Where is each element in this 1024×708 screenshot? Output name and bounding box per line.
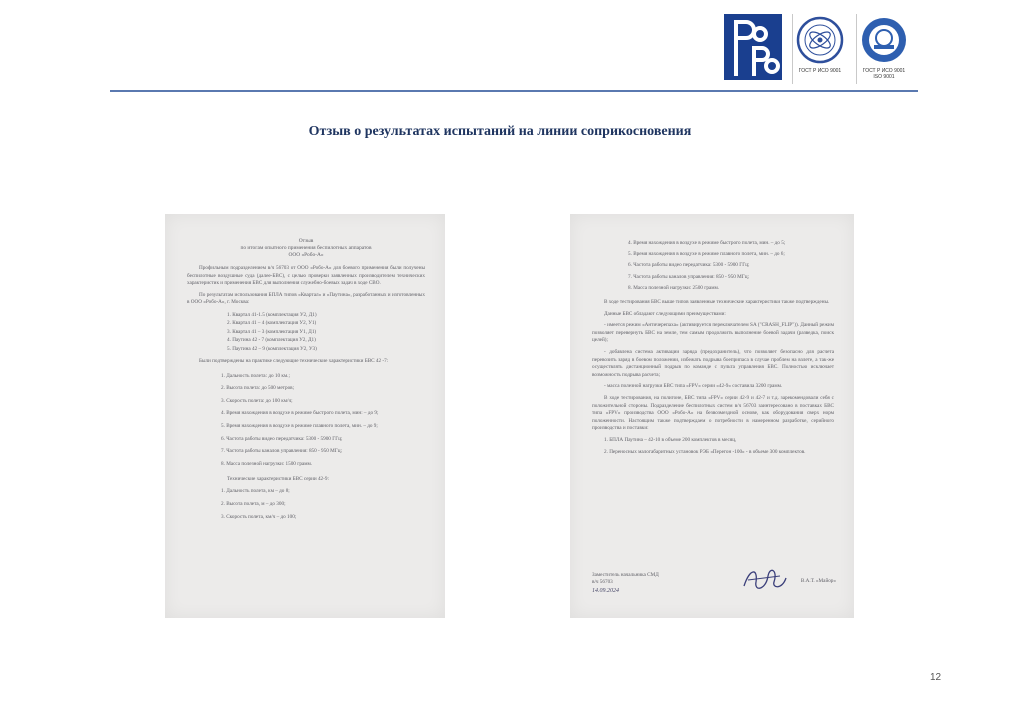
list-item: 7. Частота работы каналов управления: 850 - 950 МГц; [221,448,342,455]
list-item: 2. Высота полета: до 500 метров; [221,385,295,392]
cert1-caption: ГОСТ Р ИСО 9001 [798,68,842,74]
specs-list [187,370,425,471]
list-item: 5. Паутина 42 – 9 (комплектация У2, У3) [227,345,317,352]
doc-head-subtitle: по итогам опытного применения беспилотных аппаратов [240,245,372,251]
list-item: 7. Частота работы каналов управления: 850 - 950 МГц; [628,273,749,280]
list-item: 2. Высота полета, м – до 300; [221,500,286,507]
models-list [187,311,425,353]
list-item: 3. Скорость полета: до 100 км/ч; [221,397,293,404]
doc-head-company: ООО «Робо-А» [288,252,324,258]
signature-block [592,572,836,596]
specs-list [592,238,834,294]
paragraph: По результатам использования БПЛА типов «Квартал» и «Паутина», разработанных и изготовленных в ООО «Робо-А», г. Москва: [187,291,425,306]
signer-role: Заместитель начальника СМД [592,572,659,578]
page-number: 12 [930,672,942,683]
sign-date: 14.09.2024 [592,588,619,595]
sub-heading: Технические характеристики БВС серии 42-9: [227,476,329,483]
list-item: 5. Время нахождения в воздухе в режиме плавного полета, мин. – до 6; [628,251,785,258]
doc-header [187,238,425,259]
cert2-caption-line1: ГОСТ Р ИСО 9001 [862,68,906,74]
list-item: 2. Квартал 41 – 4 (комплектация У2, У1) [227,320,317,327]
paragraph: Были подтверждены на практике следующие технические характеристики БВС 42 -7: [199,358,389,364]
list-item: 3. Скорость полета, км/ч – до 100; [221,513,297,520]
certification-badge-1 [792,14,847,84]
certification-seal-icon [793,14,847,68]
list-item: 1. БПЛА Паутина – 42-10 в объеме 200 комплектов в месяц, [604,436,737,443]
paragraph: В ходе тестирования БВС выше типов заявленные технические характеристики также подтверждены. [604,299,830,306]
paragraph: Данные БВС обладают следующими преимуществами: [604,310,726,317]
certification-badge-2 [856,14,911,84]
list-item: 4. Паутина 42 - 7 (комплектация У2, Д1) [227,337,316,344]
list-item: 3. Квартал 41 – 3 (комплектация У1, Д1) [227,328,317,335]
robo-logo [724,14,782,80]
list-item: 8. Масса полезной нагрузки: 2500 грамм. [628,284,720,291]
paragraph: Профильным подразделением в/ч 56703 от ООО «Робо-А» для боевого применения были получены беспилотные воздушные суда (далее-БВС), с целью проверки заявленных производителем технических характеристик и применения БВС для выполнения служебно-боевых задач в ходе СВО. [187,265,425,287]
specs-list-2 [187,485,425,523]
handwritten-signature [740,564,790,594]
paragraph: - масса полезной нагрузки БВС типа «FPV» серии «42-9» составила 3200 грамм. [604,383,783,390]
list-item: 6. Частота работы видео передатчика: 5300 - 5900 ГГц; [628,262,750,269]
slide-title: Отзыв о результатах испытаний на линии соприкосновения [308,124,692,139]
scanned-page-2 [570,214,854,618]
cert2-caption-line2: ISO 9001 [873,74,895,80]
iso-seal-icon [857,14,911,68]
list-item: 1. Дальность полета, км – до 8; [221,488,290,495]
list-item: 4. Время нахождения в воздухе в режиме быстрого полета, мин. – до 5; [628,240,786,246]
list-item: 5. Время нахождения в воздухе в режиме плавного полета, мин. – до 9; [221,422,378,429]
list-item: 2. Переносных малогабаритных установок РЭБ «Перегон -100» - в объеме 300 комплектов. [604,448,806,455]
list-item: 8. Масса полезной нагрузки: 1500 грамм. [221,460,313,467]
list-item: 1. Дальность полета: до 10 км.; [221,372,290,379]
list-item: 6. Частота работы видео передатчика: 5300 - 5900 ГГц; [221,435,343,442]
signer-name: В.А.Т. «Майор» [800,578,836,584]
header-divider [110,90,918,92]
doc-head-title: Отзыв [298,238,314,244]
scanned-page-1 [165,214,445,618]
list-item: 4. Время нахождения в воздухе в режиме быстрого полета, мин: – до 9; [221,410,379,417]
paragraph: - добавлена система активации заряда (предохранитель), что позволяет безопасно для расчета перевозить заряд в боевом положении, избежать подрыва боеприпаса в случае проблем на взлете, а так-же осуществлять дистанционный подрыв по команде с пульта управления БВС. Полностью исключает возможность подрыва расчета; [592,348,834,378]
signer-unit: в/ч 56703 [592,579,613,586]
paragraph: В ходе тестирования, на полигоне, БВС типа «FPV» серии 42-9 и 42-7 и т.д. зарекомендовали себя с положительной стороны. Подразделение беспилотных систем в/ч 56703 заинтересовано в поставках БВС типа «FPV» производства ООО «Робо-А» на безвозмездной основе, как оборудования сверх норм положенности. Настоящим также подтверждаем о потребности в намеренном разработке, серийного производства и поставки: [592,394,834,432]
paragraph: - имеется режим «Античерепаха» (активируется переключателем SA ("CRASH_FLIP")). Данный режим позволяет перевернуть БВС на земле, тем самым продолжить выполнение боевой задачи (разведка, поиск целей); [592,322,834,344]
list-item: 1. Квартал 41-1.5 (комплектация У2, Д1) [227,311,317,318]
cert2-caption [857,68,911,80]
